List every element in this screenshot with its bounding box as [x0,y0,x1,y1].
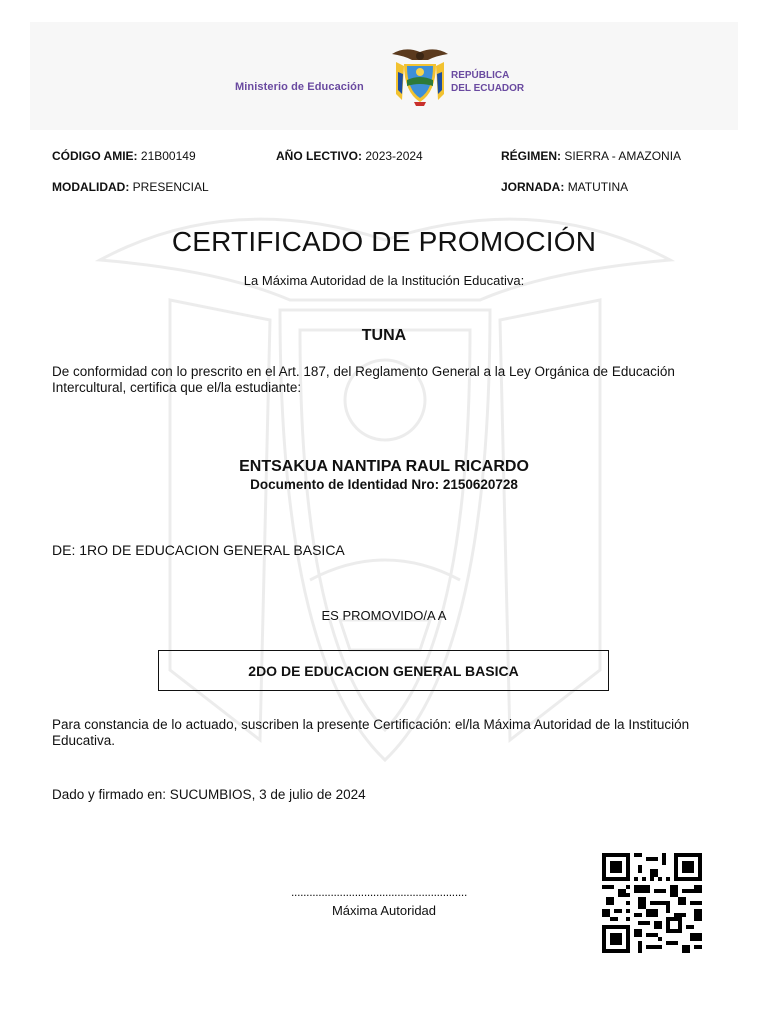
school-year-value: 2023-2024 [365,149,423,163]
to-course: 2DO DE EDUCACION GENERAL BASICA [248,662,519,679]
republic-line-2: DEL ECUADOR [451,83,525,94]
conformity-paragraph: De conformidad con lo prescrito en el Art. 187, del Reglamento General a la Ley Orgánica de Educación Intercultural, certifica que el/la estudiante: [52,364,675,395]
regime-value: SIERRA - AMAZONIA [564,149,682,163]
republic-wordmark [451,69,524,95]
signature-line: .......................................................... [291,885,467,899]
amie-field [52,149,196,163]
signed-in-text: Dado y firmado en: SUCUMBIOS, 3 de julio de 2024 [52,787,366,802]
promoted-text: ES PROMOVIDO/A A [321,608,447,623]
qr-code-icon [599,853,705,953]
ministry-name: Ministerio de Educación [235,81,364,93]
header-band [30,22,738,130]
identity-document: Documento de Identidad Nro: 2150620728 [250,477,518,492]
regime-field [501,149,681,163]
authority-intro: La Máxima Autoridad de la Institución Educativa: [243,273,525,288]
school-year-label: AÑO LECTIVO: [276,149,362,163]
constancy-paragraph: Para constancia de lo actuado, suscriben la presente Certificación: el/la Máxima Autoridad de la Institución Educativa. [52,717,690,748]
amie-label: CÓDIGO AMIE: [52,149,138,163]
promoted-course-box [158,650,609,691]
amie-value: 21B00149 [140,149,196,163]
shift-value: MATUTINA [567,180,629,194]
regime-label: RÉGIMEN: [501,149,561,163]
signature-label: Máxima Autoridad [331,903,437,918]
shift-field [501,180,628,194]
modality-label: MODALIDAD: [52,180,130,194]
modality-field [52,180,209,194]
republic-line-1: REPÚBLICA [451,70,510,81]
institution-name: TUNA [361,327,407,344]
certificate-title: CERTIFICADO DE PROMOCIÓN [171,226,597,257]
school-year-field [276,149,423,163]
from-course: DE: 1RO DE EDUCACION GENERAL BASICA [52,542,345,558]
modality-value: PRESENCIAL [132,180,209,194]
coat-of-arms-watermark [80,200,690,800]
ecuador-coat-of-arms-icon [390,44,450,108]
shift-label: JORNADA: [501,180,565,194]
student-name: ENTSAKUA NANTIPA RAUL RICARDO [239,458,529,475]
